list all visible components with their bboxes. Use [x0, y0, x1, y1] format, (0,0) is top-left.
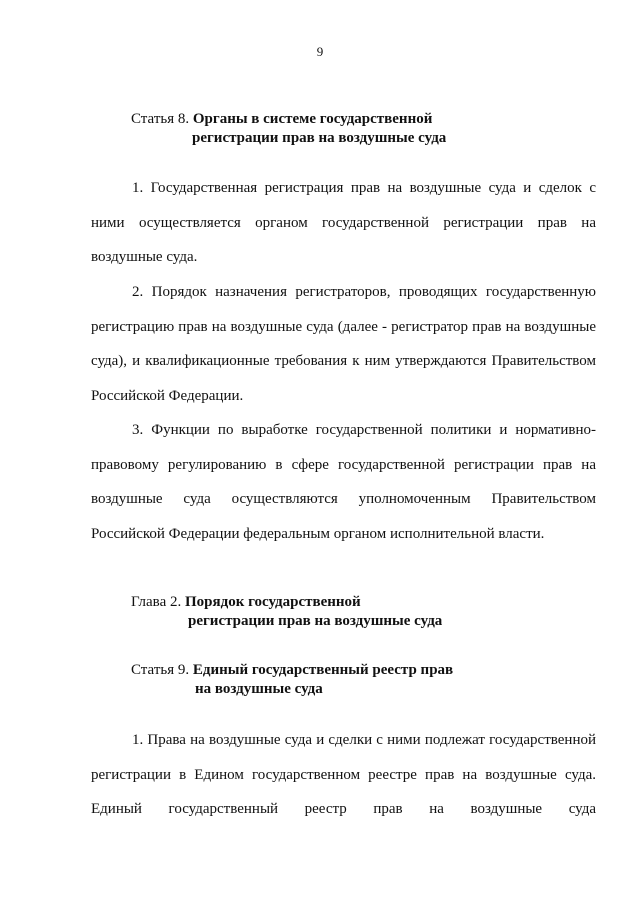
- article-8-title-line2: регистрации прав на воздушные суда: [192, 130, 447, 146]
- article-8-heading: [131, 110, 446, 148]
- article-9-prefix: Статья 9.: [131, 662, 190, 678]
- article-9-paragraph-1: 1. Права на воздушные суда и сделки с ними подлежат государственной регистрации в Едином государственном реестре прав на воздушные суда. Единый государственный реестр прав на воздушные суда: [91, 732, 596, 817]
- article-8-paragraph-3: 3. Функции по выработке государственной политики и нормативно-правовому регулированию в сфере государственной регистрации прав на воздушные суда осуществляются уполномоченным Правительством Российской Федерации федеральным органом исполнительной власти.: [91, 422, 596, 542]
- chapter-2-prefix: Глава 2.: [131, 594, 182, 610]
- article-9-heading: [131, 661, 453, 699]
- article-8-paragraph-2: 2. Порядок назначения регистраторов, проводящих государственную регистрацию прав на воздушные суда (далее - регистратор прав на воздушные суда), и квалификационные требования к ним утверждаются Правительством Российской Федерации.: [91, 284, 596, 404]
- article-8-title-line1: Органы в системе государственной: [192, 111, 433, 127]
- article-8-prefix: Статья 8.: [131, 111, 190, 127]
- chapter-2-title-line2: регистрации прав на воздушные суда: [188, 613, 443, 629]
- article-8-paragraph-1: 1. Государственная регистрация прав на воздушные суда и сделок с ними осуществляется органом государственной регистрации прав на воздушные суда.: [91, 180, 596, 265]
- article-9-title-line1: Единый государственный реестр прав: [192, 662, 454, 678]
- chapter-2-title-line1: Порядок государственной: [184, 594, 361, 610]
- page-number: 9: [316, 44, 324, 59]
- chapter-2-heading: [131, 593, 442, 631]
- article-9-title-line2: на воздушные суда: [195, 681, 323, 697]
